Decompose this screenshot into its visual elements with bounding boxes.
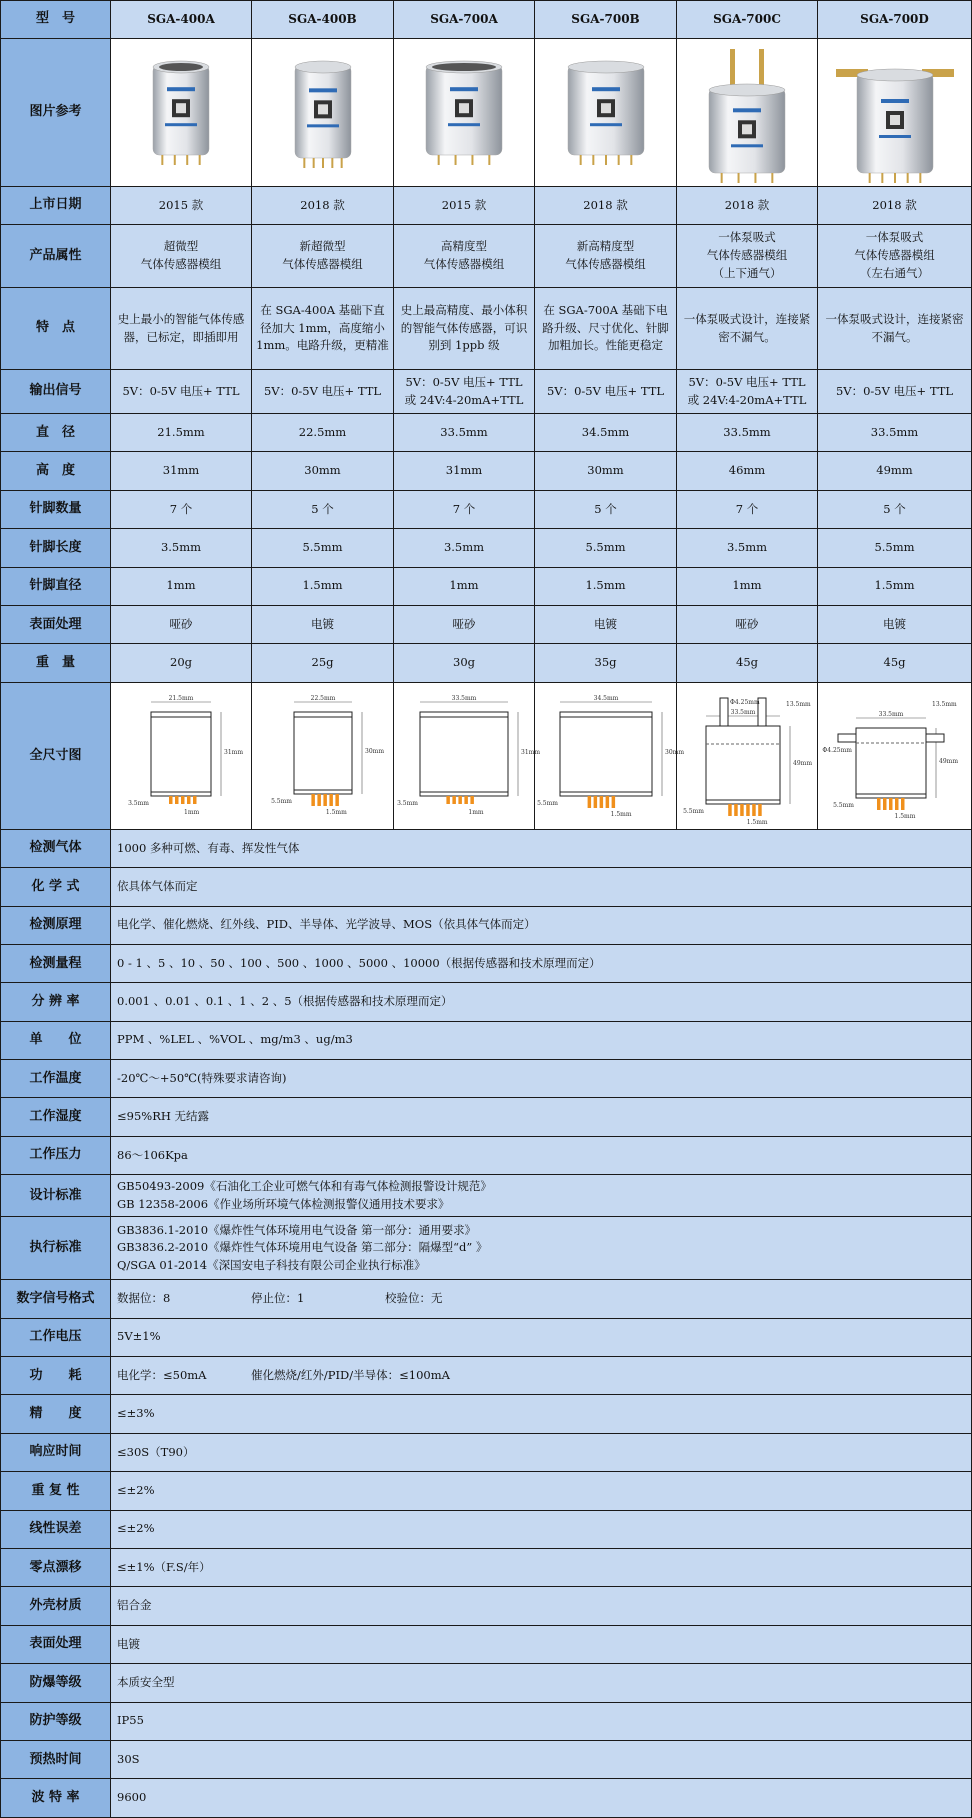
cell-diameter: 22.5mm [252,414,394,452]
pin [752,804,756,816]
spec-value: 电化学、催化燃烧、红外线、PID、半导体、光学波导、MOS（依具体气体而定） [111,906,972,944]
cell-output [394,370,535,414]
cell-weight: 35g [535,644,677,682]
cell-date: 2018 款 [252,187,394,225]
pin-dia-label: 1.5mm [610,810,632,818]
cell-line: 气体传感器模组 [423,257,505,271]
cell-height: 30mm [535,452,677,490]
cell-pin_length: 5.5mm [535,529,677,567]
spec-row [1,1625,972,1663]
spec-label: 执行标准 [1,1217,111,1280]
height-label: 31mm [224,748,244,756]
pin [758,804,762,816]
sensor-photo [682,43,812,183]
spec-value: IP55 [111,1702,972,1740]
cell-pin_count: 7 个 [394,490,535,528]
cell-picture [677,39,818,187]
pin [605,796,609,808]
width-label: 33.5mm [451,694,477,702]
pin-dia-label: 1.5mm [325,808,347,816]
pin-length-label: 5.5mm [832,801,854,809]
row-label: 上市日期 [1,187,111,225]
cell-line: 超微型 [163,239,199,254]
cell-line: （左右通气） [860,265,929,280]
pin-length-label: 5.5mm [270,797,292,805]
spec-label: 数字信号格式 [1,1280,111,1318]
cell-surface: 电镀 [252,605,394,643]
cell-output [252,370,394,414]
width-label: 22.5mm [310,694,335,702]
cell-line: 高精度型 [441,239,487,254]
cell-model: SGA-400A [111,1,252,39]
cell-weight: 25g [252,644,394,682]
cell-output [535,370,677,414]
spec-value: -20℃～+50℃(特殊要求请咨询) [111,1060,972,1098]
row-label: 产品属性 [1,225,111,288]
pin [175,796,179,804]
cell-dimension [252,682,394,829]
row-label: 针脚长度 [1,529,111,567]
spec-value: ≤30S（T90） [111,1433,972,1471]
cell-surface: 电镀 [818,605,972,643]
cell-dimension [818,682,972,829]
cell-attr [818,225,972,288]
spec-part: 校验位：无 [385,1291,443,1306]
row-picture [1,39,972,187]
pin [895,798,899,810]
spec-label: 线性误差 [1,1510,111,1548]
spec-label: 设计标准 [1,1175,111,1217]
spec-label: 单 位 [1,1021,111,1059]
cell-surface: 哑砂 [111,605,252,643]
pin [470,796,474,804]
pin [311,794,315,806]
sensor-photo [830,43,960,183]
spec-value: ≤±3% [111,1395,972,1433]
cell-line: GB50493-2009《石油化工企业可燃气体和有毒气体检测报警设计规范》 [117,1178,492,1193]
spec-value [111,1175,972,1217]
spec-row [1,1472,972,1510]
pin [889,798,893,810]
cell-attr [535,225,677,288]
spec-part: 催化燃烧/红外/PID/半导体：≤100mA [251,1367,450,1382]
spec-row [1,1587,972,1625]
cell-pin_dia: 1mm [677,567,818,605]
row-pin_length [1,529,972,567]
sensor-photo [399,43,529,183]
spec-value: 电镀 [111,1625,972,1663]
spec-label: 防爆等级 [1,1664,111,1702]
spec-part: 数据位：8 [117,1291,171,1306]
cell-dimension [111,682,252,829]
cell-pin_count: 5 个 [252,490,394,528]
cell-attr [394,225,535,288]
row-label: 图片参考 [1,39,111,187]
spec-value: 30S [111,1740,972,1778]
cell-output [677,370,818,414]
spec-label: 检测原理 [1,906,111,944]
spec-value: 依具体气体而定 [111,868,972,906]
spec-value [111,1217,972,1280]
cell-feature: 在 SGA-700A 基础下电路升级、尺寸优化、针脚加粗加长。性能更稳定 [535,288,677,370]
spec-row [1,1779,972,1817]
cell-pin_dia: 1.5mm [535,567,677,605]
spec-value: ≤95%RH 无结露 [111,1098,972,1136]
cell-height: 49mm [818,452,972,490]
spec-label: 表面处理 [1,1625,111,1663]
spec-label: 波 特 率 [1,1779,111,1817]
spec-label: 工作电压 [1,1318,111,1356]
spec-row [1,944,972,982]
spec-part: 电化学：≤50mA [117,1367,207,1382]
spec-row [1,1664,972,1702]
cell-line: GB 12358-2006《作业场所环境气体检测报警仪通用技术要求》 [117,1196,450,1211]
pin [452,796,456,804]
dimension-drawing [679,686,815,826]
spec-value: 本质安全型 [111,1664,972,1702]
cell-dimension [535,682,684,829]
height-label: 30mm [664,748,684,756]
pin-dia-label: 1.5mm [894,812,915,820]
spec-part: 停止位：1 [251,1291,305,1306]
cell-surface: 电镀 [535,605,677,643]
cell-model: SGA-700B [535,1,677,39]
tube-length-label: 13.5mm [786,700,811,708]
cell-picture [252,39,394,187]
pin [187,796,191,804]
height-label: 30mm [364,747,384,755]
cell-model: SGA-700A [394,1,535,39]
spec-value [111,1357,972,1395]
pin [746,804,750,816]
cell-line: 新高精度型 [576,239,635,254]
cell-line: 5V：0-5V 电压+ TTL [835,383,954,398]
cell-feature: 一体泵吸式设计，连接紧密不漏气。 [818,288,972,370]
pin [734,804,738,816]
cell-picture [394,39,535,187]
spec-row [1,1175,972,1217]
cell-attr [252,225,394,288]
pin [587,796,591,808]
row-output [1,370,972,414]
cell-feature: 史上最小的智能气体传感器，已标定，即插即用 [111,288,252,370]
cell-line: 气体传感器模组 [282,257,363,271]
dimension-drawing [821,686,963,826]
height-label: 31mm [521,748,541,756]
row-dimension [1,682,972,829]
cell-height: 30mm [252,452,394,490]
spec-label: 检测气体 [1,829,111,867]
cell-weight: 45g [677,644,818,682]
cell-line: 一体泵吸式 [718,230,776,245]
width-label: 33.5mm [730,708,756,716]
row-height [1,452,972,490]
pin [611,796,615,808]
sensor-photo [541,43,671,183]
cell-date: 2018 款 [677,187,818,225]
cell-feature: 史上最高精度、最小体积的智能气体传感器，可识别到 1ppb 级 [394,288,535,370]
pin [593,796,597,808]
spec-value: 1000 多种可燃、有毒、挥发性气体 [111,829,972,867]
cell-date: 2015 款 [111,187,252,225]
cell-line: 一体泵吸式 [865,230,924,245]
spec-row [1,1433,972,1471]
tube-dia-label: Φ4.25mm [730,698,760,706]
row-label: 表面处理 [1,605,111,643]
cell-line: GB3836.1-2010《爆炸性气体环境用电气设备 第一部分：通用要求》 [117,1222,477,1237]
cell-surface: 哑砂 [394,605,535,643]
pin [193,796,197,804]
row-label: 针脚直径 [1,567,111,605]
pin-length-label: 5.5mm [536,799,558,807]
dimension-drawing [536,686,684,826]
cell-pin_dia: 1.5mm [818,567,972,605]
spec-row [1,1395,972,1433]
spec-label: 工作湿度 [1,1098,111,1136]
cell-pin_dia: 1mm [394,567,535,605]
row-pin_count [1,490,972,528]
spec-row [1,906,972,944]
cell-date: 2015 款 [394,187,535,225]
cell-output [111,370,252,414]
spec-label: 工作温度 [1,1060,111,1098]
spec-label: 响应时间 [1,1433,111,1471]
pin-dia-label: 1.5mm [746,818,768,826]
cell-line: 5V：0-5V 电压+ TTL [546,383,665,398]
spec-label: 工作压力 [1,1136,111,1174]
spec-label: 预热时间 [1,1740,111,1778]
cell-line: 气体传感器模组 [565,257,646,271]
spec-row [1,1740,972,1778]
spec-value: 9600 [111,1779,972,1817]
pin-dia-label: 1mm [184,808,200,816]
cell-pin_dia: 1mm [111,567,252,605]
pin [329,794,333,806]
row-attr [1,225,972,288]
cell-line: 5V：0-5V 电压+ TTL [122,383,240,398]
pin-length-label: 3.5mm [397,799,418,807]
row-label: 针脚数量 [1,490,111,528]
pin [458,796,462,804]
pin [335,794,339,806]
cell-feature: 一体泵吸式设计，连接紧密不漏气。 [677,288,818,370]
cell-height: 31mm [394,452,535,490]
spec-row [1,1021,972,1059]
spec-row [1,829,972,867]
cell-line: （上下通气） [712,265,782,280]
spec-value: ≤±2% [111,1510,972,1548]
pin [728,804,732,816]
cell-picture [111,39,252,187]
cell-weight: 20g [111,644,252,682]
cell-diameter: 33.5mm [818,414,972,452]
cell-date: 2018 款 [535,187,677,225]
cell-height: 31mm [111,452,252,490]
cell-line: Q/SGA 01-2014《深国安电子科技有限公司企业执行标准》 [117,1258,426,1273]
row-label: 特 点 [1,288,111,370]
cell-pin_count: 7 个 [111,490,252,528]
pin [446,796,450,804]
spec-row [1,1136,972,1174]
spec-label: 精 度 [1,1395,111,1433]
cell-line: 气体传感器模组 [854,248,935,263]
cell-line: 气体传感器模组 [140,257,222,271]
row-label: 重 量 [1,644,111,682]
pin [181,796,185,804]
spec-value: 86～106Kpa [111,1136,972,1174]
cell-line: 或 24V:4-20mA+TTL [404,392,524,407]
cell-model: SGA-400B [252,1,394,39]
dimension-drawing [396,686,541,826]
spec-value [111,1280,972,1318]
cell-dimension [394,682,541,829]
row-feature [1,288,972,370]
cell-attr [111,225,252,288]
spec-label: 功 耗 [1,1357,111,1395]
spec-value: 铝合金 [111,1587,972,1625]
tube-length-label: 13.5mm [931,700,957,708]
cell-line: 5V：0-5V 电压+ TTL [405,374,523,389]
row-diameter [1,414,972,452]
pin-dia-label: 1mm [468,808,484,816]
spec-row [1,983,972,1021]
pin [323,794,327,806]
spec-row [1,868,972,906]
row-surface [1,605,972,643]
row-label: 全尺寸图 [1,682,111,829]
cell-line: 新超微型 [299,239,346,254]
row-label: 高 度 [1,452,111,490]
cell-model: SGA-700D [818,1,972,39]
pin [599,796,603,808]
cell-date: 2018 款 [818,187,972,225]
spec-label: 分 辨 率 [1,983,111,1021]
cell-pin_length: 3.5mm [111,529,252,567]
cell-line: 5V：0-5V 电压+ TTL [688,374,806,389]
cell-pin_length: 3.5mm [394,529,535,567]
spec-label: 检测量程 [1,944,111,982]
cell-pin_length: 3.5mm [677,529,818,567]
spec-value: 5V±1% [111,1318,972,1356]
cell-weight: 45g [818,644,972,682]
row-weight [1,644,972,682]
spec-value: ≤±2% [111,1472,972,1510]
cell-diameter: 21.5mm [111,414,252,452]
dimension-drawing [255,686,391,826]
spec-label: 零点漂移 [1,1548,111,1586]
spec-label: 重 复 性 [1,1472,111,1510]
row-model [1,1,972,39]
spec-row [1,1060,972,1098]
row-label: 输出信号 [1,370,111,414]
cell-line: 气体传感器模组 [706,248,788,263]
cell-picture [818,39,972,187]
width-label: 21.5mm [168,694,194,702]
cell-attr [677,225,818,288]
cell-pin_count: 5 个 [818,490,972,528]
spec-row [1,1548,972,1586]
sensor-photo [116,43,246,183]
height-label: 49mm [793,759,813,767]
spec-row [1,1217,972,1280]
dimension-drawing [113,686,249,826]
spec-value: PPM 、%LEL 、%VOL 、mg/m3 、ug/m3 [111,1021,972,1059]
pin-length-label: 5.5mm [683,807,704,815]
row-label: 直 径 [1,414,111,452]
pin [877,798,881,810]
pin-length-label: 3.5mm [128,799,149,807]
spec-label: 外壳材质 [1,1587,111,1625]
cell-diameter: 33.5mm [677,414,818,452]
cell-output [818,370,972,414]
cell-diameter: 34.5mm [535,414,677,452]
cell-model: SGA-700C [677,1,818,39]
cell-pin_length: 5.5mm [818,529,972,567]
cell-line: 或 24V:4-20mA+TTL [687,392,807,407]
pin [464,796,468,804]
spec-label: 化 学 式 [1,868,111,906]
pin [901,798,905,810]
spec-row [1,1098,972,1136]
spec-label: 防护等级 [1,1702,111,1740]
width-label: 33.5mm [878,710,903,718]
pin [740,804,744,816]
pin [317,794,321,806]
sensor-photo [258,43,388,183]
row-date [1,187,972,225]
spec-row [1,1510,972,1548]
spec-row [1,1702,972,1740]
cell-pin_length: 5.5mm [252,529,394,567]
row-pin_dia [1,567,972,605]
cell-feature: 在 SGA-400A 基础下直径加大 1mm，高度缩小 1mm。电路升级，更精准 [252,288,394,370]
cell-line: GB3836.2-2010《爆炸性气体环境用电气设备 第二部分：隔爆型“d” 》 [117,1240,488,1255]
cell-dimension [677,682,818,829]
spec-row [1,1357,972,1395]
cell-line: 5V：0-5V 电压+ TTL [263,383,382,398]
cell-pin_count: 7 个 [677,490,818,528]
spec-value: 0 - 1 、5 、10 、50 、100 、500 、1000 、5000 、10000（根据传感器和技术原理而定） [111,944,972,982]
spec-value: ≤±1%（F.S/年） [111,1548,972,1586]
spec-value: 0.001 、0.01 、0.1 、1 、2 、5（根据传感器和技术原理而定） [111,983,972,1021]
row-label: 型 号 [1,1,111,39]
width-label: 34.5mm [593,694,618,702]
cell-pin_dia: 1.5mm [252,567,394,605]
cell-picture [535,39,677,187]
pin [169,796,173,804]
cell-height: 46mm [677,452,818,490]
cell-pin_count: 5 个 [535,490,677,528]
spec-row [1,1318,972,1356]
cell-surface: 哑砂 [677,605,818,643]
height-label: 49mm [938,757,958,765]
tube-dia-label: Φ4.25mm [821,746,852,754]
cell-diameter: 33.5mm [394,414,535,452]
spec-row [1,1280,972,1318]
cell-weight: 30g [394,644,535,682]
pin [883,798,887,810]
